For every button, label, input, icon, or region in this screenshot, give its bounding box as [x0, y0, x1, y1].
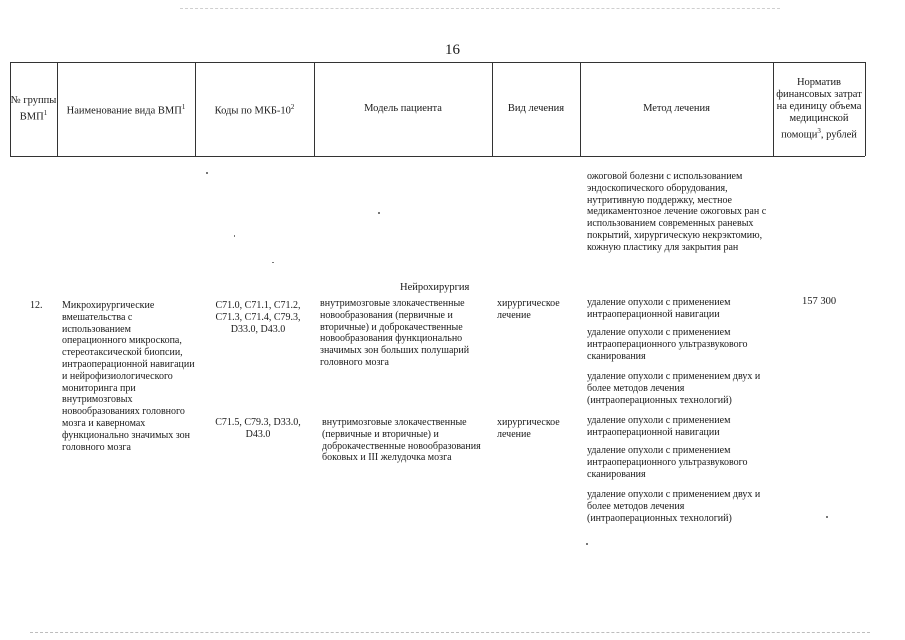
scan-speck [272, 262, 274, 263]
treatment-method: удаление опухоли с применением интраоперационного ультразвукового сканирования [587, 327, 748, 362]
treatment-method: удаление опухоли с применением двух и более методов лечения (интраоперационных технологий) [587, 371, 761, 406]
header-cost-norm [776, 62, 862, 156]
scan-speck [378, 212, 380, 214]
header-icd-codes-text: Коды по МКБ-10 [214, 105, 291, 117]
header-group-no-text: № группы ВМП [10, 94, 57, 123]
header-treatment-method-text: Метод лечения [643, 103, 710, 114]
treatment-method: удаление опухоли с применением интраоперационной навигации [587, 297, 731, 320]
treatment-method: удаление опухоли с применением интраоперационной навигации [587, 415, 731, 438]
header-treatment-method [580, 62, 773, 156]
page-number: 16 [445, 42, 460, 58]
footnote-mark: 3 [817, 126, 821, 135]
cost-value: 157 300 [801, 296, 837, 307]
header-vmp-name-text: Наименование вида ВМП [66, 105, 182, 117]
header-cost-norm-text: Норматив финансовых затрат на единицу объема медицинской помощи [776, 76, 862, 141]
footnote-mark: 1 [43, 108, 48, 117]
treatment-method: удаление опухоли с применением двух и более методов лечения (интраоперационных технологий) [587, 489, 761, 524]
patient-model: внутримозговые злокачественные (первичные и вторичные) и доброкачественные новообразования боковых и III желудочка мозга [322, 417, 481, 464]
scan-edge-bottom [30, 632, 870, 633]
scan-edge-top [180, 8, 780, 9]
header-treatment-type [492, 62, 580, 156]
treatment-method: удаление опухоли с применением интраоперационного ультразвукового сканирования [587, 445, 748, 480]
scan-speck [586, 543, 588, 545]
header-icd-codes [195, 62, 314, 156]
treatment-type: хирургическое лечение [497, 417, 560, 440]
header-patient-model [314, 62, 492, 156]
scan-speck [206, 172, 208, 174]
header-group-no [10, 62, 57, 156]
header-cost-norm-unit: , рублей [820, 129, 857, 141]
patient-model: внутримозговые злокачественные новообразования (первичные и вторичные) и доброкачественные новообразования функционально значимых зон больших полушарий головного мозга [320, 298, 470, 368]
header-treatment-type-text: Вид лечения [507, 103, 565, 114]
scan-speck [826, 516, 828, 518]
vmp-name: Микрохирургические вмешательства с использованием операционного микроскопа, стереотаксической биопсии, интраоперационной навигации и нейрофизиологического мониторинга при внутримозговых новообразованиях головного мозга и каверномах функционально значимых зон головного мозга [62, 300, 195, 453]
treatment-type: хирургическое лечение [497, 298, 560, 321]
col-divider [865, 62, 866, 156]
icd-codes: C71.5, C79.3, D33.0, D43.0 [215, 417, 301, 440]
header-vmp-name [57, 62, 195, 156]
scan-speck [234, 235, 235, 237]
col-divider [773, 62, 774, 156]
continuation-method-text: ожоговой болезни с использованием эндоскопического оборудования, нутритивную поддержку, местное медикаментозное лечение ожоговых ран с использованием современных раневых покрытий, хирургическую некрэктомию, кожную пластику для закрытия ран [587, 171, 767, 253]
header-bottom-rule [10, 156, 865, 157]
footnote-mark: 1 [181, 102, 186, 111]
section-title: Нейрохирургия [400, 282, 470, 293]
header-patient-model-text: Модель пациента [364, 103, 442, 114]
group-number: 12. [30, 300, 43, 311]
footnote-mark: 2 [290, 102, 295, 111]
icd-codes: C71.0, C71.1, C71.2, C71.3, C71.4, C79.3, D33.0, D43.0 [215, 300, 301, 335]
